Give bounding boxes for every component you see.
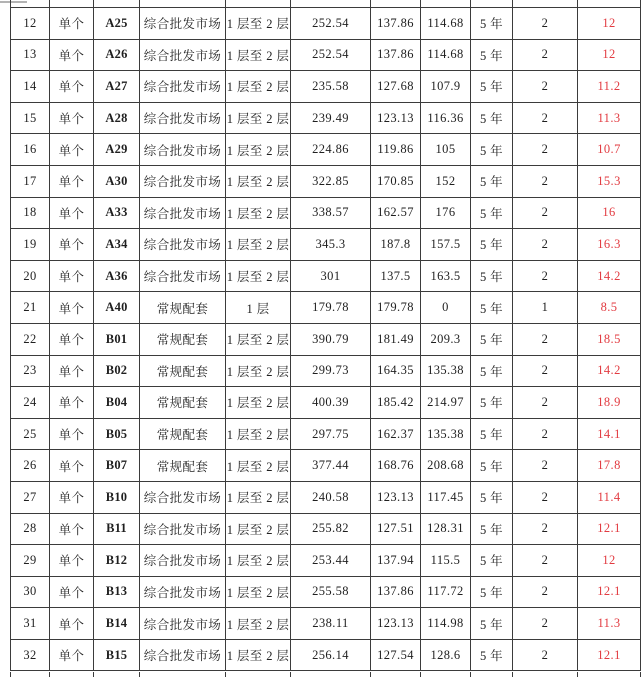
floors-cell: 1 层至 2 层 [226, 102, 291, 134]
row-number-cell: 13 [11, 39, 50, 71]
term-cell: 5 年 [471, 481, 513, 513]
area-b-cell: 105 [421, 134, 471, 166]
floor-count-cell: 2 [513, 134, 578, 166]
area-a-cell: 137.94 [371, 545, 421, 577]
price-cell: 14.2 [578, 260, 641, 292]
usage-type-cell: 常规配套 [140, 450, 226, 482]
floors-cell: 1 层至 2 层 [226, 513, 291, 545]
row-number-cell: 20 [11, 260, 50, 292]
row-number-cell: 29 [11, 545, 50, 577]
price-cell: 18.9 [578, 387, 641, 419]
units-table [10, 7, 641, 671]
floor-count-cell: 2 [513, 513, 578, 545]
unit-code-cell: A29 [94, 134, 140, 166]
term-cell: 5 年 [471, 418, 513, 450]
unit-code-cell: A34 [94, 229, 140, 261]
row-number-cell: 22 [11, 323, 50, 355]
floor-count-cell: 2 [513, 576, 578, 608]
unit-code-cell: B14 [94, 608, 140, 640]
term-cell: 5 年 [471, 323, 513, 355]
floors-cell: 1 层至 2 层 [226, 576, 291, 608]
area-a-cell: 123.13 [371, 102, 421, 134]
unit-code-cell: A27 [94, 71, 140, 103]
sale-type-cell: 单个 [50, 513, 94, 545]
floors-cell: 1 层至 2 层 [226, 323, 291, 355]
price-cell: 8.5 [578, 292, 641, 324]
row-number-cell: 15 [11, 102, 50, 134]
term-cell: 5 年 [471, 292, 513, 324]
area-total-cell: 256.14 [291, 639, 371, 671]
border-stub [512, 0, 513, 7]
area-a-cell: 127.68 [371, 71, 421, 103]
area-b-cell: 214.97 [421, 387, 471, 419]
table-row [11, 102, 641, 134]
area-total-cell: 179.78 [291, 292, 371, 324]
sale-type-cell: 单个 [50, 39, 94, 71]
area-b-cell: 209.3 [421, 323, 471, 355]
sale-type-cell: 单个 [50, 545, 94, 577]
area-b-cell: 0 [421, 292, 471, 324]
usage-type-cell: 综合批发市场 [140, 8, 226, 40]
usage-type-cell: 综合批发市场 [140, 229, 226, 261]
unit-code-cell: A28 [94, 102, 140, 134]
sale-type-cell: 单个 [50, 292, 94, 324]
sale-type-cell: 单个 [50, 197, 94, 229]
table-row [11, 481, 641, 513]
area-b-cell: 107.9 [421, 71, 471, 103]
floor-count-cell: 1 [513, 292, 578, 324]
floors-cell: 1 层至 2 层 [226, 229, 291, 261]
floor-count-cell: 2 [513, 39, 578, 71]
floors-cell: 1 层至 2 层 [226, 418, 291, 450]
term-cell: 5 年 [471, 39, 513, 71]
border-stub [370, 0, 371, 7]
border-stub [290, 672, 291, 677]
row-number-cell: 27 [11, 481, 50, 513]
area-a-cell: 187.8 [371, 229, 421, 261]
usage-type-cell: 常规配套 [140, 323, 226, 355]
border-stub [10, 672, 11, 677]
floor-count-cell: 2 [513, 387, 578, 419]
price-cell: 15.3 [578, 165, 641, 197]
floors-cell: 1 层至 2 层 [226, 165, 291, 197]
area-a-cell: 164.35 [371, 355, 421, 387]
term-cell: 5 年 [471, 513, 513, 545]
area-a-cell: 123.13 [371, 481, 421, 513]
border-stub [370, 672, 371, 677]
border-stub [49, 0, 50, 7]
floor-count-cell: 2 [513, 323, 578, 355]
floors-cell: 1 层至 2 层 [226, 39, 291, 71]
area-total-cell: 235.58 [291, 71, 371, 103]
unit-code-cell: B05 [94, 418, 140, 450]
area-a-cell: 137.86 [371, 39, 421, 71]
area-b-cell: 117.45 [421, 481, 471, 513]
term-cell: 5 年 [471, 608, 513, 640]
row-number-cell: 17 [11, 165, 50, 197]
sale-type-cell: 单个 [50, 260, 94, 292]
unit-code-cell: B15 [94, 639, 140, 671]
area-b-cell: 176 [421, 197, 471, 229]
unit-code-cell: B11 [94, 513, 140, 545]
floors-cell: 1 层至 2 层 [226, 639, 291, 671]
unit-code-cell: B12 [94, 545, 140, 577]
sale-type-cell: 单个 [50, 450, 94, 482]
price-cell: 12.1 [578, 513, 641, 545]
sale-type-cell: 单个 [50, 323, 94, 355]
unit-code-cell: A26 [94, 39, 140, 71]
border-stub [93, 0, 94, 7]
term-cell: 5 年 [471, 71, 513, 103]
table-row [11, 229, 641, 261]
sale-type-cell: 单个 [50, 165, 94, 197]
row-number-cell: 30 [11, 576, 50, 608]
border-stub [640, 672, 641, 677]
area-b-cell: 157.5 [421, 229, 471, 261]
units-table-body [11, 8, 641, 671]
sale-type-cell: 单个 [50, 608, 94, 640]
usage-type-cell: 综合批发市场 [140, 481, 226, 513]
floors-cell: 1 层至 2 层 [226, 481, 291, 513]
area-total-cell: 301 [291, 260, 371, 292]
border-stub [139, 672, 140, 677]
floors-cell: 1 层至 2 层 [226, 71, 291, 103]
border-stub [470, 672, 471, 677]
border-stub [49, 672, 50, 677]
usage-type-cell: 综合批发市场 [140, 260, 226, 292]
floor-count-cell: 2 [513, 102, 578, 134]
usage-type-cell: 综合批发市场 [140, 134, 226, 166]
area-a-cell: 181.49 [371, 323, 421, 355]
table-row [11, 387, 641, 419]
area-b-cell: 117.72 [421, 576, 471, 608]
area-b-cell: 135.38 [421, 418, 471, 450]
table-row [11, 545, 641, 577]
floors-cell: 1 层至 2 层 [226, 545, 291, 577]
price-cell: 12 [578, 39, 641, 71]
term-cell: 5 年 [471, 545, 513, 577]
unit-code-cell: B07 [94, 450, 140, 482]
floor-count-cell: 2 [513, 545, 578, 577]
unit-code-cell: B13 [94, 576, 140, 608]
unit-code-cell: A40 [94, 292, 140, 324]
sale-type-cell: 单个 [50, 8, 94, 40]
term-cell: 5 年 [471, 355, 513, 387]
table-row [11, 134, 641, 166]
border-stub [225, 0, 226, 7]
usage-type-cell: 常规配套 [140, 418, 226, 450]
table-row [11, 418, 641, 450]
area-b-cell: 115.5 [421, 545, 471, 577]
border-stub [290, 0, 291, 7]
floor-count-cell: 2 [513, 355, 578, 387]
term-cell: 5 年 [471, 639, 513, 671]
row-number-cell: 23 [11, 355, 50, 387]
usage-type-cell: 常规配套 [140, 387, 226, 419]
sale-type-cell: 单个 [50, 229, 94, 261]
price-cell: 16.3 [578, 229, 641, 261]
unit-code-cell: B04 [94, 387, 140, 419]
floor-count-cell: 2 [513, 481, 578, 513]
area-b-cell: 128.31 [421, 513, 471, 545]
usage-type-cell: 综合批发市场 [140, 545, 226, 577]
term-cell: 5 年 [471, 197, 513, 229]
usage-type-cell: 综合批发市场 [140, 102, 226, 134]
table-row [11, 323, 641, 355]
border-stub [470, 0, 471, 7]
price-cell: 11.4 [578, 481, 641, 513]
area-a-cell: 137.5 [371, 260, 421, 292]
floors-cell: 1 层至 2 层 [226, 134, 291, 166]
border-stub [225, 672, 226, 677]
table-row [11, 355, 641, 387]
area-a-cell: 162.57 [371, 197, 421, 229]
table-row [11, 608, 641, 640]
area-b-cell: 152 [421, 165, 471, 197]
area-a-cell: 162.37 [371, 418, 421, 450]
term-cell: 5 年 [471, 134, 513, 166]
row-number-cell: 14 [11, 71, 50, 103]
area-a-cell: 127.54 [371, 639, 421, 671]
price-cell: 10.7 [578, 134, 641, 166]
area-b-cell: 163.5 [421, 260, 471, 292]
area-a-cell: 127.51 [371, 513, 421, 545]
price-cell: 11.2 [578, 71, 641, 103]
table-row [11, 576, 641, 608]
table-row [11, 39, 641, 71]
area-total-cell: 322.85 [291, 165, 371, 197]
floor-count-cell: 2 [513, 8, 578, 40]
row-number-cell: 24 [11, 387, 50, 419]
floor-count-cell: 2 [513, 450, 578, 482]
area-b-cell: 128.6 [421, 639, 471, 671]
area-a-cell: 185.42 [371, 387, 421, 419]
unit-code-cell: B01 [94, 323, 140, 355]
usage-type-cell: 综合批发市场 [140, 165, 226, 197]
floor-count-cell: 2 [513, 165, 578, 197]
border-stub [577, 0, 578, 7]
crop-artifact [0, 1, 27, 3]
price-cell: 11.3 [578, 102, 641, 134]
area-a-cell: 137.86 [371, 576, 421, 608]
floors-cell: 1 层至 2 层 [226, 8, 291, 40]
floor-count-cell: 2 [513, 418, 578, 450]
area-a-cell: 170.85 [371, 165, 421, 197]
floors-cell: 1 层至 2 层 [226, 608, 291, 640]
row-number-cell: 25 [11, 418, 50, 450]
area-total-cell: 238.11 [291, 608, 371, 640]
usage-type-cell: 综合批发市场 [140, 39, 226, 71]
term-cell: 5 年 [471, 229, 513, 261]
area-a-cell: 168.76 [371, 450, 421, 482]
sale-type-cell: 单个 [50, 355, 94, 387]
area-a-cell: 119.86 [371, 134, 421, 166]
area-b-cell: 114.68 [421, 8, 471, 40]
sale-type-cell: 单个 [50, 481, 94, 513]
table-row [11, 8, 641, 40]
area-total-cell: 345.3 [291, 229, 371, 261]
price-cell: 16 [578, 197, 641, 229]
area-b-cell: 135.38 [421, 355, 471, 387]
table-row [11, 513, 641, 545]
row-number-cell: 21 [11, 292, 50, 324]
price-cell: 12 [578, 8, 641, 40]
area-b-cell: 208.68 [421, 450, 471, 482]
floor-count-cell: 2 [513, 260, 578, 292]
term-cell: 5 年 [471, 576, 513, 608]
row-number-cell: 31 [11, 608, 50, 640]
area-total-cell: 297.75 [291, 418, 371, 450]
term-cell: 5 年 [471, 260, 513, 292]
term-cell: 5 年 [471, 102, 513, 134]
area-b-cell: 116.36 [421, 102, 471, 134]
sale-type-cell: 单个 [50, 576, 94, 608]
unit-code-cell: A25 [94, 8, 140, 40]
table-row [11, 450, 641, 482]
floors-cell: 1 层至 2 层 [226, 450, 291, 482]
table-row [11, 260, 641, 292]
area-total-cell: 299.73 [291, 355, 371, 387]
area-total-cell: 255.82 [291, 513, 371, 545]
area-total-cell: 255.58 [291, 576, 371, 608]
area-a-cell: 137.86 [371, 8, 421, 40]
table-row [11, 165, 641, 197]
floors-cell: 1 层至 2 层 [226, 197, 291, 229]
area-b-cell: 114.98 [421, 608, 471, 640]
usage-type-cell: 综合批发市场 [140, 608, 226, 640]
unit-code-cell: B10 [94, 481, 140, 513]
floor-count-cell: 2 [513, 71, 578, 103]
price-cell: 12.1 [578, 639, 641, 671]
border-stub [577, 672, 578, 677]
unit-code-cell: B02 [94, 355, 140, 387]
price-cell: 18.5 [578, 323, 641, 355]
row-number-cell: 16 [11, 134, 50, 166]
sale-type-cell: 单个 [50, 134, 94, 166]
sale-type-cell: 单个 [50, 639, 94, 671]
row-number-cell: 32 [11, 639, 50, 671]
price-cell: 14.2 [578, 355, 641, 387]
usage-type-cell: 综合批发市场 [140, 576, 226, 608]
term-cell: 5 年 [471, 387, 513, 419]
border-stub [512, 672, 513, 677]
sale-type-cell: 单个 [50, 102, 94, 134]
floor-count-cell: 2 [513, 229, 578, 261]
term-cell: 5 年 [471, 450, 513, 482]
area-total-cell: 377.44 [291, 450, 371, 482]
row-number-cell: 26 [11, 450, 50, 482]
usage-type-cell: 综合批发市场 [140, 639, 226, 671]
sale-type-cell: 单个 [50, 418, 94, 450]
table-row [11, 292, 641, 324]
border-stub [93, 672, 94, 677]
border-stub [139, 0, 140, 7]
floors-cell: 1 层至 2 层 [226, 355, 291, 387]
usage-type-cell: 常规配套 [140, 292, 226, 324]
floor-count-cell: 2 [513, 608, 578, 640]
area-total-cell: 338.57 [291, 197, 371, 229]
area-total-cell: 239.49 [291, 102, 371, 134]
unit-code-cell: A33 [94, 197, 140, 229]
usage-type-cell: 综合批发市场 [140, 71, 226, 103]
price-cell: 11.3 [578, 608, 641, 640]
sale-type-cell: 单个 [50, 71, 94, 103]
area-a-cell: 123.13 [371, 608, 421, 640]
area-total-cell: 252.54 [291, 8, 371, 40]
row-number-cell: 28 [11, 513, 50, 545]
floor-count-cell: 2 [513, 639, 578, 671]
unit-code-cell: A30 [94, 165, 140, 197]
border-stub [420, 672, 421, 677]
area-b-cell: 114.68 [421, 39, 471, 71]
table-row [11, 197, 641, 229]
price-cell: 12 [578, 545, 641, 577]
border-stub [420, 0, 421, 7]
area-total-cell: 252.54 [291, 39, 371, 71]
sale-type-cell: 单个 [50, 387, 94, 419]
area-total-cell: 253.44 [291, 545, 371, 577]
unit-code-cell: A36 [94, 260, 140, 292]
border-stub [10, 0, 11, 7]
price-cell: 14.1 [578, 418, 641, 450]
row-number-cell: 12 [11, 8, 50, 40]
price-cell: 17.8 [578, 450, 641, 482]
row-number-cell: 18 [11, 197, 50, 229]
usage-type-cell: 综合批发市场 [140, 513, 226, 545]
border-stub [640, 0, 641, 7]
term-cell: 5 年 [471, 8, 513, 40]
area-total-cell: 400.39 [291, 387, 371, 419]
floors-cell: 1 层至 2 层 [226, 387, 291, 419]
area-total-cell: 240.58 [291, 481, 371, 513]
row-number-cell: 19 [11, 229, 50, 261]
table-row [11, 71, 641, 103]
usage-type-cell: 常规配套 [140, 355, 226, 387]
floors-cell: 1 层 [226, 292, 291, 324]
price-cell: 12.1 [578, 576, 641, 608]
usage-type-cell: 综合批发市场 [140, 197, 226, 229]
table-row [11, 639, 641, 671]
area-total-cell: 390.79 [291, 323, 371, 355]
area-a-cell: 179.78 [371, 292, 421, 324]
term-cell: 5 年 [471, 165, 513, 197]
floors-cell: 1 层至 2 层 [226, 260, 291, 292]
area-total-cell: 224.86 [291, 134, 371, 166]
floor-count-cell: 2 [513, 197, 578, 229]
